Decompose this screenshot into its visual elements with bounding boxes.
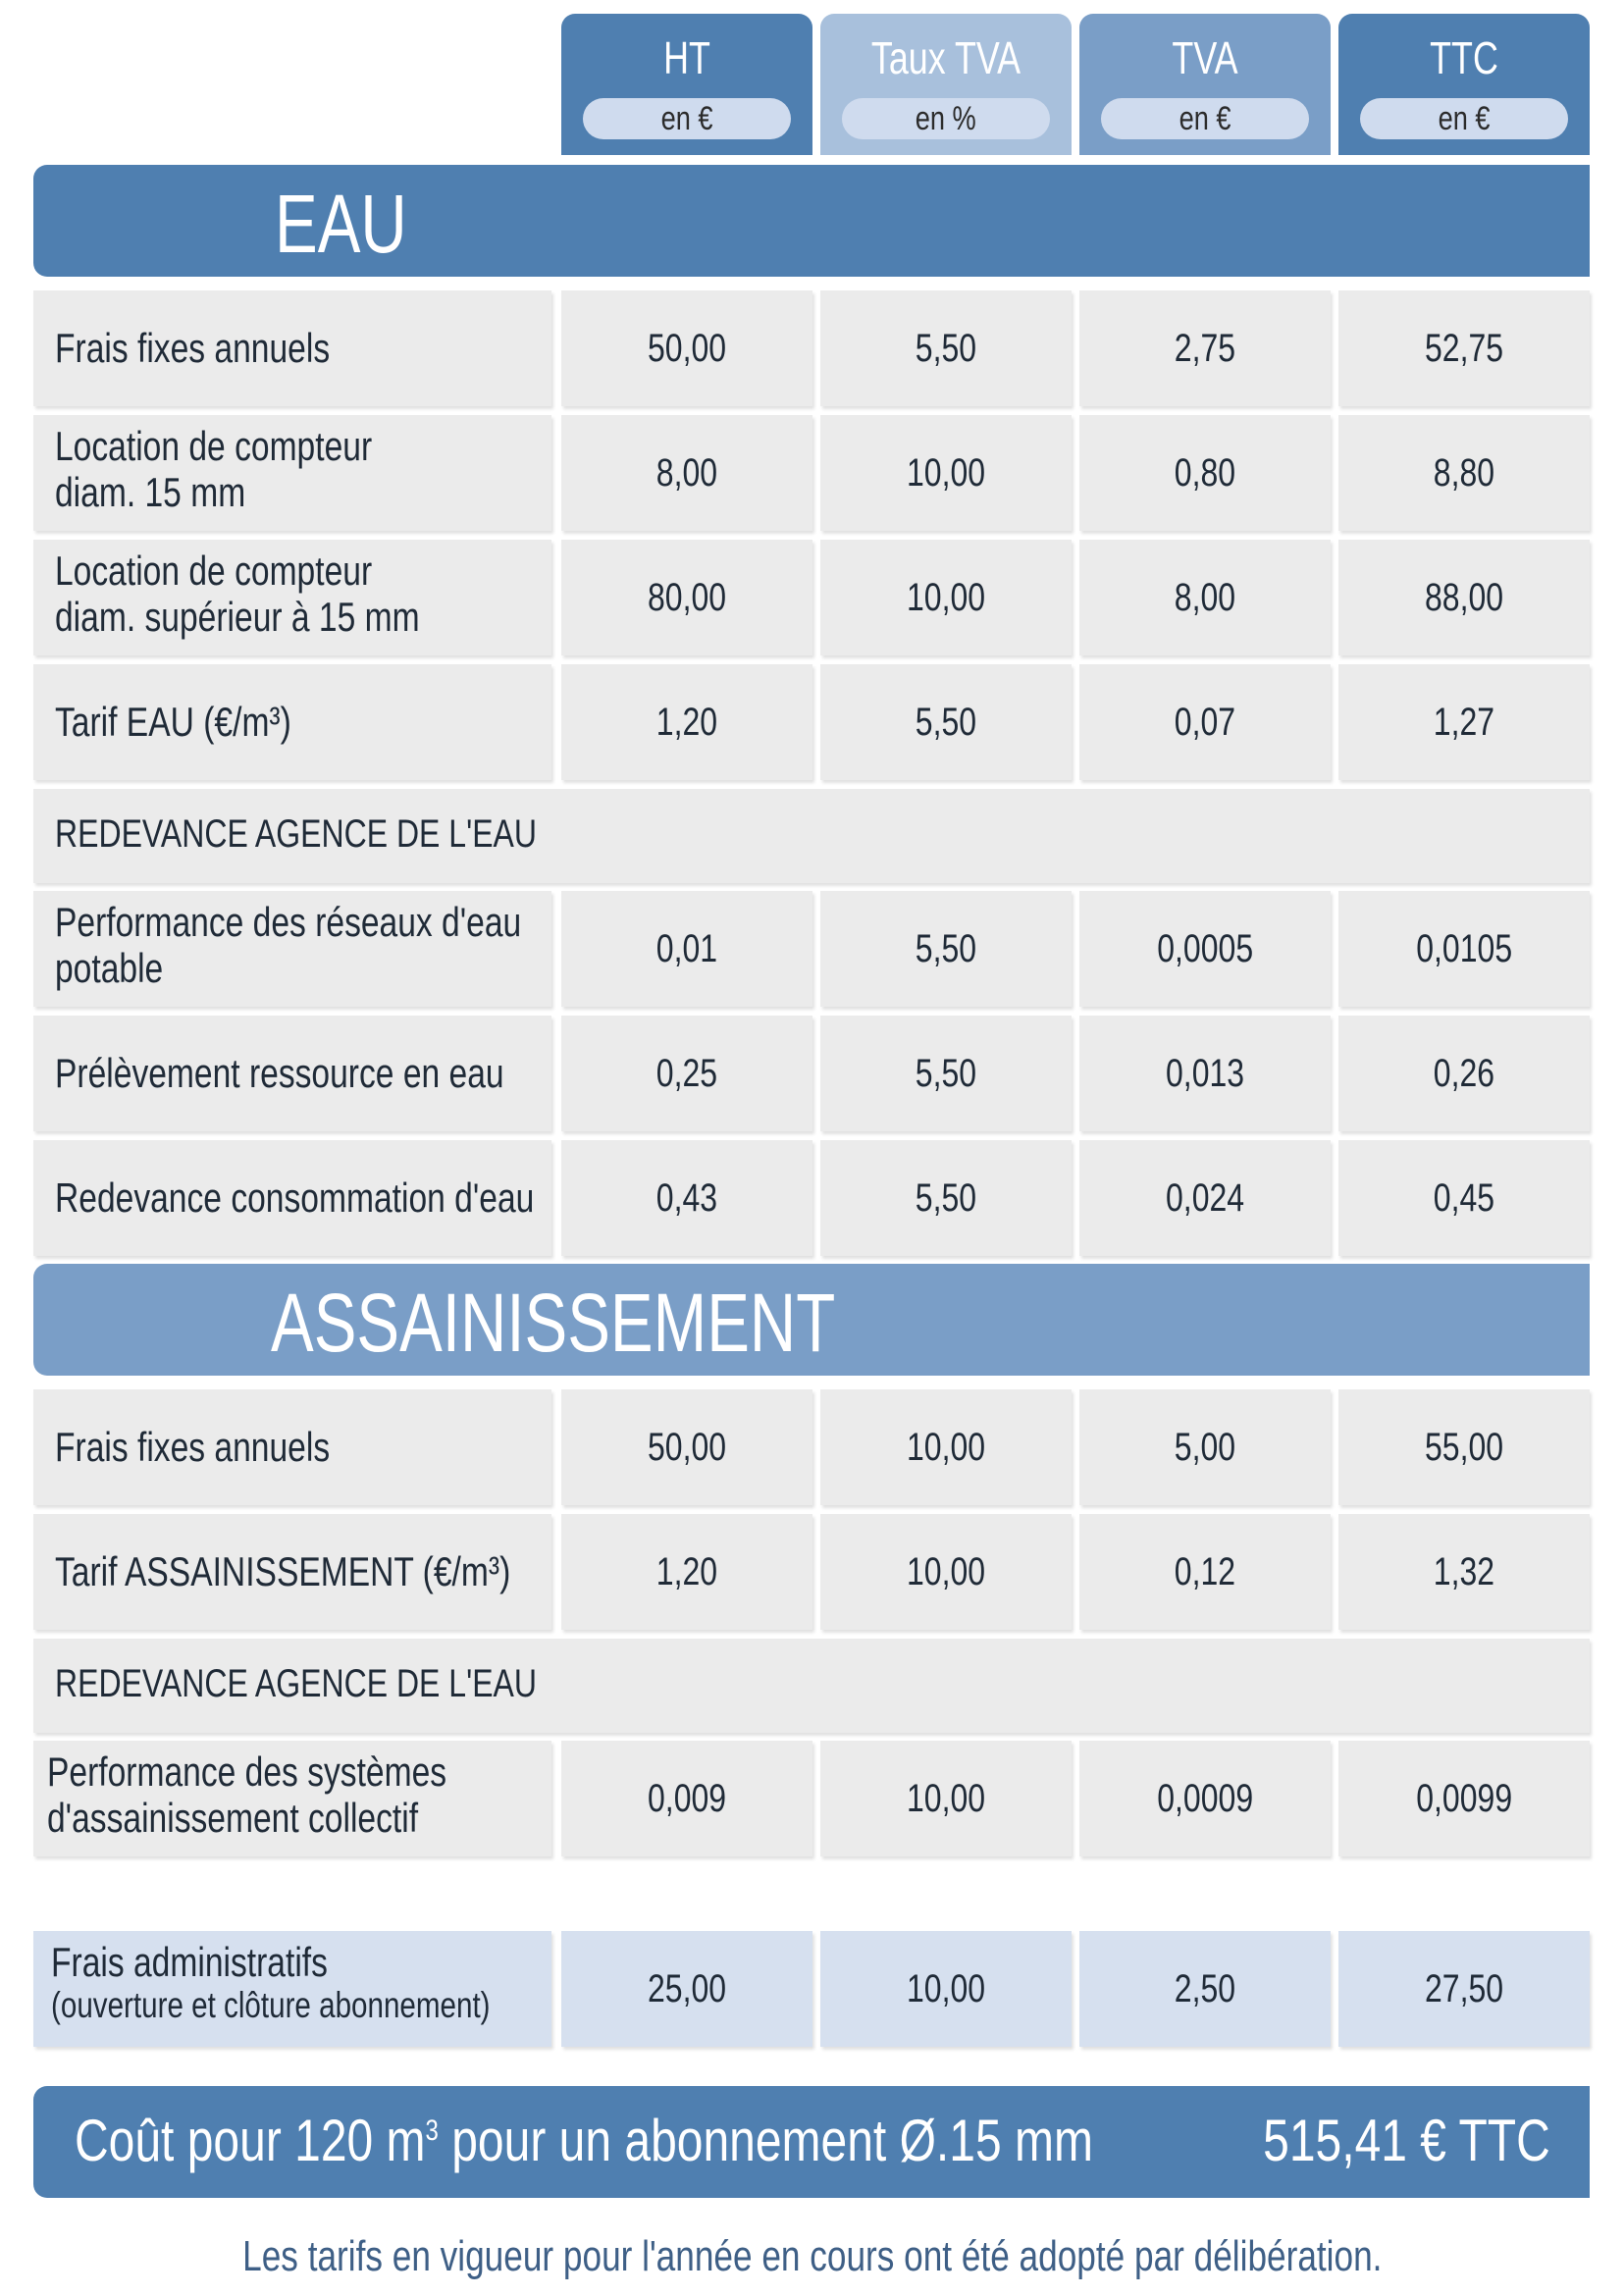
cell-value: 0,0009	[1157, 1777, 1253, 1820]
cell-value: 0,45	[1433, 1176, 1495, 1220]
value-cell-tva	[1079, 1931, 1331, 2047]
redevance-title: REDEVANCE AGENCE DE L'EAU	[55, 812, 537, 856]
value-cell-tva	[1079, 540, 1331, 655]
value-cell-ttc	[1338, 1389, 1590, 1505]
value-cell-taux	[820, 290, 1072, 406]
value-cell-ttc	[1338, 1514, 1590, 1630]
value-cell-taux	[820, 415, 1072, 531]
value-cell-ht	[561, 1514, 812, 1630]
value-cell-ttc	[1338, 415, 1590, 531]
cell-value: 0,0099	[1416, 1777, 1512, 1820]
column-title: TVA	[1172, 32, 1238, 83]
cell-value: 0,25	[655, 1052, 718, 1095]
value-cell-ht	[561, 415, 812, 531]
row-label: Location de compteur	[55, 548, 373, 594]
cell-value: 10,00	[906, 1426, 986, 1469]
row-label: Performance des systèmes	[47, 1748, 447, 1795]
column-unit-pill: en €	[1360, 98, 1568, 139]
cell-value: 5,50	[915, 1176, 977, 1220]
row-label-cell	[33, 415, 551, 531]
cell-value: 80,00	[647, 576, 727, 619]
value-cell-ht	[561, 290, 812, 406]
value-cell-taux	[820, 891, 1072, 1007]
value-cell-ht	[561, 1016, 812, 1131]
value-cell-taux	[820, 1140, 1072, 1256]
value-cell-ttc	[1338, 290, 1590, 406]
cell-value: 5,50	[915, 1052, 977, 1095]
redevance-subheader	[33, 1639, 1590, 1733]
row-label-cell	[33, 1514, 551, 1630]
cell-value: 1,32	[1433, 1550, 1495, 1593]
cell-value: 0,80	[1174, 451, 1236, 495]
row-sublabel: diam. 15 mm	[55, 469, 246, 516]
value-cell-ht	[561, 664, 812, 780]
value-cell-ttc	[1338, 1931, 1590, 2047]
column-title: HT	[663, 32, 710, 83]
row-label-cell	[33, 540, 551, 655]
total-cost-bar	[33, 2086, 1590, 2198]
cell-value: 0,26	[1433, 1052, 1495, 1095]
cell-value: 1,20	[655, 1550, 718, 1593]
row-label-cell	[33, 1389, 551, 1505]
value-cell-ttc	[1338, 891, 1590, 1007]
cell-value: 27,50	[1424, 1967, 1504, 2010]
row-label: Tarif ASSAINISSEMENT (€/m³)	[55, 1548, 511, 1594]
value-cell-ttc	[1338, 1016, 1590, 1131]
row-label: Frais fixes annuels	[55, 325, 331, 371]
cell-value: 0,0005	[1157, 927, 1253, 970]
column-unit-pill: en €	[583, 98, 791, 139]
total-cost-label: Coût pour 120 $m^3$ pour un abonnement Ø.15 mm	[75, 2108, 1093, 2173]
footnote: Les tarifs en vigueur pour l'année en cours ont été adopté par délibération.	[241, 2232, 1383, 2280]
value-cell-ttc	[1338, 1741, 1590, 1856]
total-cost-value: 515,41 € TTC	[1263, 2108, 1550, 2173]
cell-value: 5,00	[1174, 1426, 1236, 1469]
cell-value: 0,013	[1165, 1052, 1245, 1095]
row-label-cell	[33, 290, 551, 406]
cell-value: 2,50	[1174, 1967, 1236, 2010]
row-label: Frais administratifs	[51, 1939, 328, 1985]
row-label-cell	[33, 1931, 551, 2047]
row-label-cell	[33, 1016, 551, 1131]
redevance-title: REDEVANCE AGENCE DE L'EAU	[55, 1662, 537, 1705]
value-cell-tva	[1079, 664, 1331, 780]
cell-value: 5,50	[915, 927, 977, 970]
value-cell-ht	[561, 540, 812, 655]
column-header-tva	[1079, 14, 1331, 155]
section-title: EAU	[275, 178, 407, 270]
row-label-cell	[33, 1741, 551, 1856]
column-header-taux-tva	[820, 14, 1072, 155]
row-sublabel: (ouverture et clôture abonnement)	[51, 1985, 491, 2026]
cell-value: 0,009	[647, 1777, 727, 1820]
value-cell-tva	[1079, 891, 1331, 1007]
row-label: Frais fixes annuels	[55, 1424, 331, 1470]
section-banner-eau	[33, 165, 1590, 277]
cell-value: 0,07	[1174, 701, 1236, 744]
value-cell-ttc	[1338, 540, 1590, 655]
cell-value: 25,00	[647, 1967, 727, 2010]
row-label: Tarif EAU (€/m³)	[55, 699, 291, 745]
value-cell-tva	[1079, 1514, 1331, 1630]
cell-value: 8,00	[1174, 576, 1236, 619]
column-title: TTC	[1430, 32, 1498, 83]
value-cell-tva	[1079, 1389, 1331, 1505]
cell-value: 10,00	[906, 1777, 986, 1820]
column-unit-pill: en €	[1101, 98, 1309, 139]
cell-value: 0,43	[655, 1176, 718, 1220]
cell-value: 1,20	[655, 701, 718, 744]
row-label: Location de compteur	[55, 423, 373, 469]
cell-value: 5,50	[915, 327, 977, 370]
value-cell-tva	[1079, 415, 1331, 531]
cell-value: 50,00	[647, 1426, 727, 1469]
row-sublabel: potable	[55, 945, 164, 992]
cell-value: 88,00	[1424, 576, 1504, 619]
value-cell-taux	[820, 1741, 1072, 1856]
value-cell-tva	[1079, 1016, 1331, 1131]
value-cell-ht	[561, 1140, 812, 1256]
value-cell-ttc	[1338, 664, 1590, 780]
row-sublabel: d'assainissement collectif	[47, 1795, 419, 1842]
value-cell-ttc	[1338, 1140, 1590, 1256]
cell-value: 8,80	[1433, 451, 1495, 495]
cell-value: 10,00	[906, 1550, 986, 1593]
cell-value: 0,01	[655, 927, 718, 970]
value-cell-taux	[820, 1016, 1072, 1131]
row-label-cell	[33, 1140, 551, 1256]
value-cell-tva	[1079, 1140, 1331, 1256]
row-label-cell	[33, 891, 551, 1007]
value-cell-ht	[561, 1389, 812, 1505]
column-title: Taux TVA	[870, 32, 1022, 83]
value-cell-taux	[820, 540, 1072, 655]
row-label: Performance des réseaux d'eau	[55, 899, 522, 945]
cell-value: 8,00	[655, 451, 718, 495]
cell-value: 10,00	[906, 576, 986, 619]
cell-value: 1,27	[1433, 701, 1495, 744]
value-cell-ht	[561, 1931, 812, 2047]
redevance-subheader	[33, 789, 1590, 883]
cell-value: 50,00	[647, 327, 727, 370]
value-cell-tva	[1079, 290, 1331, 406]
section-banner-assainissement	[33, 1264, 1590, 1376]
row-sublabel: diam. supérieur à 15 mm	[55, 594, 420, 641]
column-unit-pill: en %	[842, 98, 1050, 139]
value-cell-taux	[820, 1931, 1072, 2047]
cell-value: 5,50	[915, 701, 977, 744]
value-cell-tva	[1079, 1741, 1331, 1856]
cell-value: 10,00	[906, 451, 986, 495]
cell-value: 10,00	[906, 1967, 986, 2010]
cell-value: 0,0105	[1416, 927, 1512, 970]
row-label: Redevance consommation d'eau	[55, 1174, 535, 1221]
value-cell-ht	[561, 1741, 812, 1856]
cell-value: 0,12	[1174, 1550, 1236, 1593]
cell-value: 52,75	[1424, 327, 1504, 370]
row-label-cell	[33, 664, 551, 780]
value-cell-ht	[561, 891, 812, 1007]
section-title: ASSAINISSEMENT	[271, 1277, 836, 1369]
cell-value: 2,75	[1174, 327, 1236, 370]
column-header-ht	[561, 14, 812, 155]
value-cell-taux	[820, 1389, 1072, 1505]
cell-value: 55,00	[1424, 1426, 1504, 1469]
cell-value: 0,024	[1165, 1176, 1245, 1220]
column-header-ttc	[1338, 14, 1590, 155]
value-cell-taux	[820, 1514, 1072, 1630]
row-label: Prélèvement ressource en eau	[55, 1050, 504, 1096]
value-cell-taux	[820, 664, 1072, 780]
